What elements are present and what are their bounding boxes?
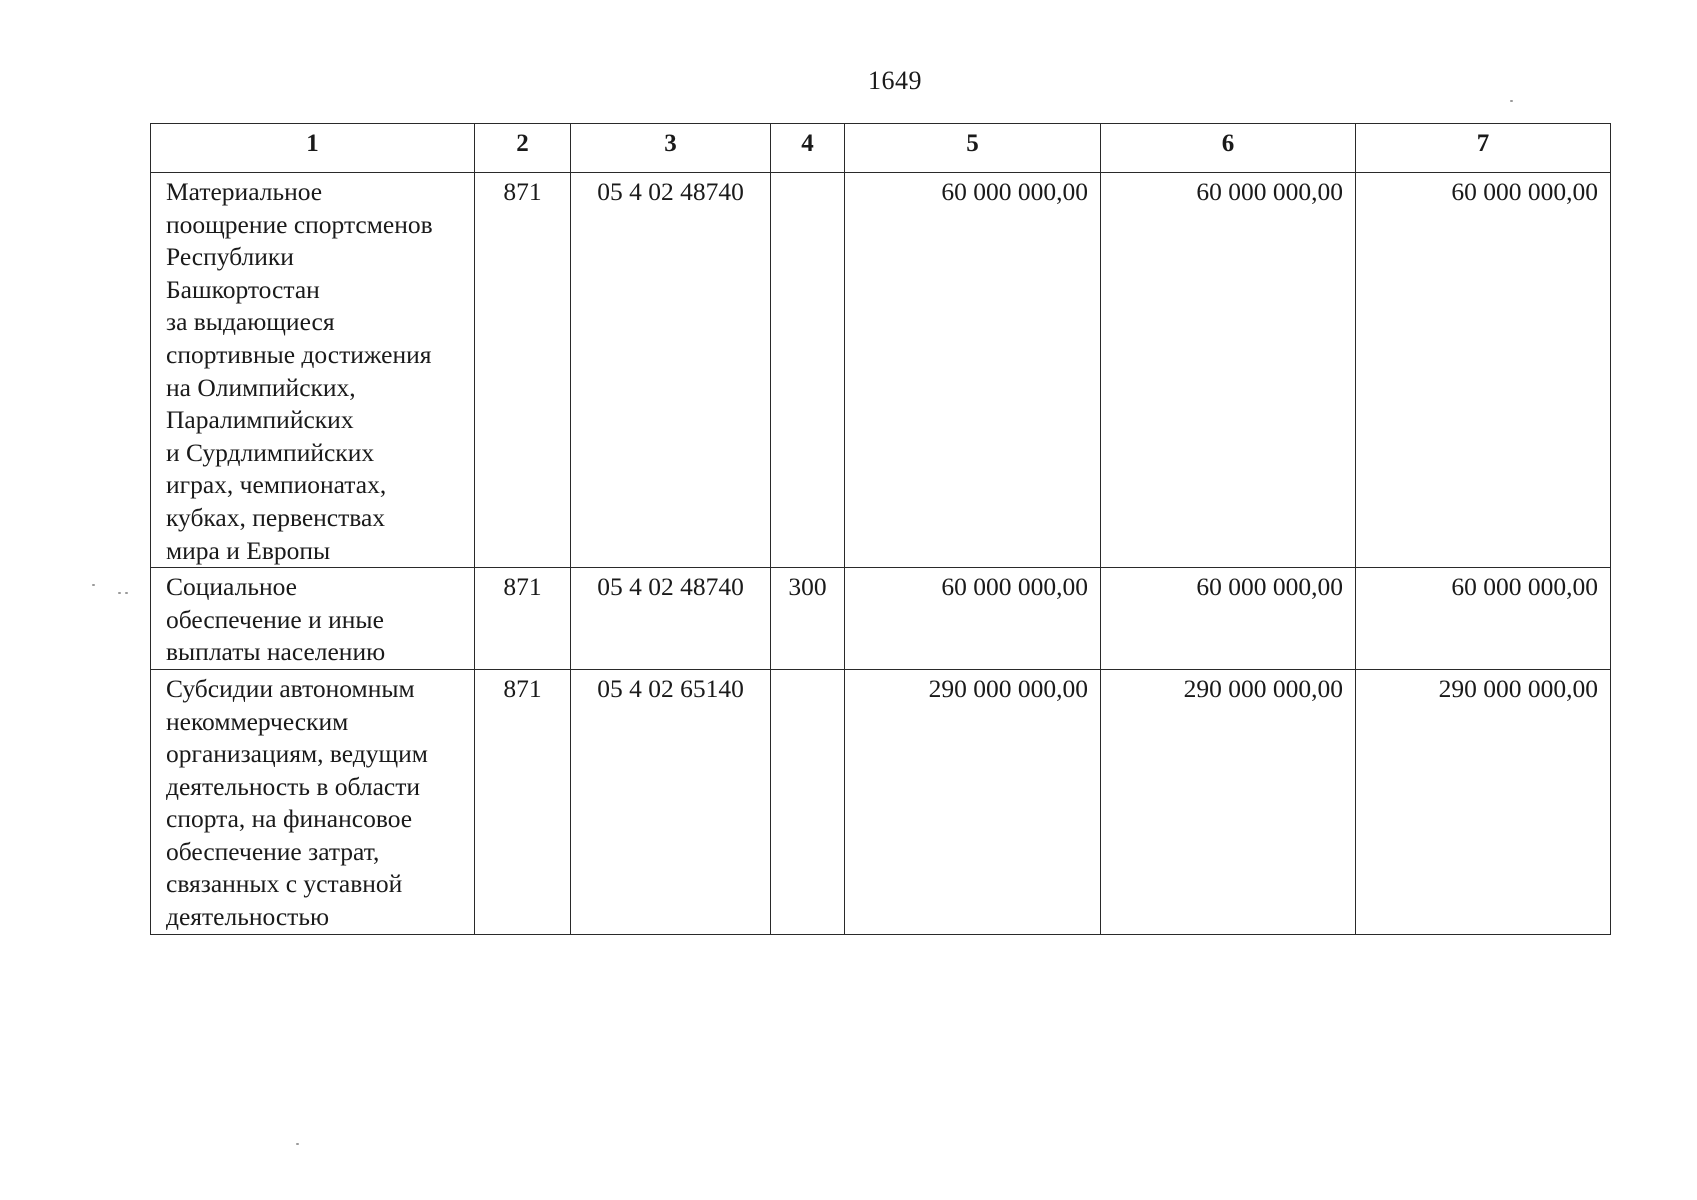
table-row <box>151 669 1611 934</box>
row-description: Материальное поощрение спортсменов Республики Башкортостан за выдающиеся спортивные достижения на Олимпийских, Паралимпийских и Сурдлимпийских играх, чемпионатах, кубках, первенствах мира и Европы <box>151 173 475 568</box>
scan-speck <box>125 592 128 594</box>
row-description: Социальное обеспечение и иные выплаты населению <box>151 568 475 670</box>
expense-type-code: 300 <box>771 568 845 670</box>
scan-speck <box>296 1143 299 1145</box>
ministry-code: 871 <box>475 669 571 934</box>
budget-table <box>150 123 1611 935</box>
amount-year-1: 60 000 000,00 <box>845 568 1101 670</box>
target-article-code: 05 4 02 48740 <box>571 173 771 568</box>
page-number: 1649 <box>868 66 922 95</box>
ministry-code: 871 <box>475 568 571 670</box>
expense-type-code <box>771 669 845 934</box>
target-article-code: 05 4 02 65140 <box>571 669 771 934</box>
amount-year-3: 60 000 000,00 <box>1356 173 1611 568</box>
amount-year-2: 60 000 000,00 <box>1101 568 1356 670</box>
scan-speck <box>92 584 95 586</box>
scan-speck <box>1510 100 1513 102</box>
row-description: Субсидии автономным некоммерческим организациям, ведущим деятельность в области спорта, на финансовое обеспечение затрат, связанных с уставной деятельностью <box>151 669 475 934</box>
table-row <box>151 568 1611 670</box>
scan-speck <box>118 592 121 594</box>
amount-year-2: 60 000 000,00 <box>1101 173 1356 568</box>
column-header: 6 <box>1101 124 1356 173</box>
column-header: 3 <box>571 124 771 173</box>
amount-year-3: 290 000 000,00 <box>1356 669 1611 934</box>
column-header: 5 <box>845 124 1101 173</box>
amount-year-1: 290 000 000,00 <box>845 669 1101 934</box>
column-header: 2 <box>475 124 571 173</box>
ministry-code: 871 <box>475 173 571 568</box>
amount-year-2: 290 000 000,00 <box>1101 669 1356 934</box>
target-article-code: 05 4 02 48740 <box>571 568 771 670</box>
amount-year-1: 60 000 000,00 <box>845 173 1101 568</box>
amount-year-3: 60 000 000,00 <box>1356 568 1611 670</box>
column-header: 4 <box>771 124 845 173</box>
expense-type-code <box>771 173 845 568</box>
column-header: 7 <box>1356 124 1611 173</box>
table-row <box>151 173 1611 568</box>
column-header: 1 <box>151 124 475 173</box>
table-header-row <box>151 124 1611 173</box>
